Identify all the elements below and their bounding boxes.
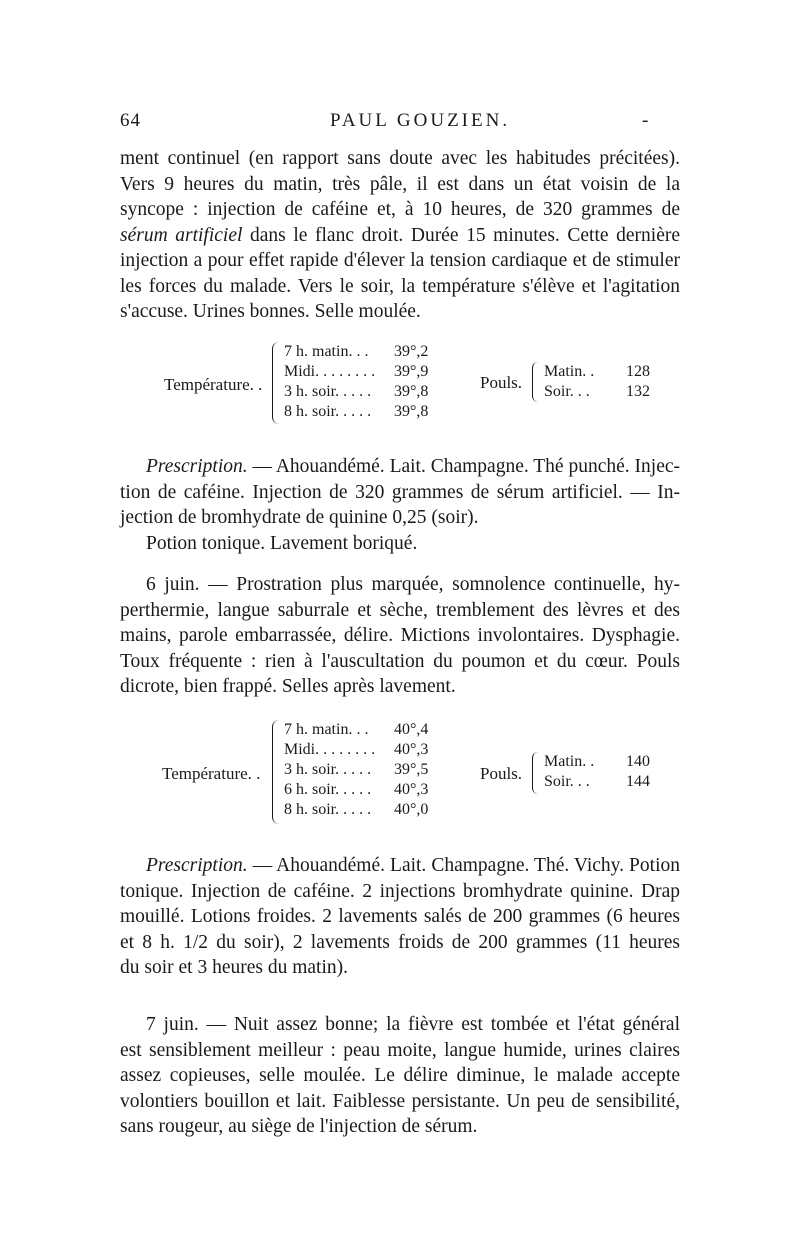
text-line: sans rougeur, au siège de l'injection de sérum. [120, 1116, 478, 1137]
italic-term: sérum artificiel [120, 224, 243, 246]
text-line: Toux fréquente : rien à l'auscultation du poumon et du cœur. Pouls [120, 650, 680, 672]
temperature-rows [284, 342, 428, 422]
temperature-row: 8 h. soir. . . . . 40°,0 [284, 801, 429, 818]
temperature-row: Midi. . . . . . . . 39°,9 [284, 363, 429, 380]
prescription-label: Prescription. [146, 855, 248, 876]
prescription-paragraph-1 [120, 454, 680, 556]
pouls-row: Soir. . . 132 [544, 383, 650, 400]
text-line: 7 juin. — Nuit assez bonne; la fièvre est tombée et l'état général [146, 1014, 680, 1035]
temperature-label: Température. . [162, 764, 261, 783]
text-line: est sensiblement meilleur : peau moite, langue humide, urines claires [120, 1039, 680, 1061]
text-line: tonique. Injection de caféine. 2 injections bromhydrate quinine. Drap [120, 880, 680, 902]
temperature-row: 7 h. matin. . . 40°,4 [284, 721, 429, 738]
text-line: assez copieuses, selle moulée. Le délire diminue, le malade accepte [120, 1065, 680, 1086]
page-header [120, 110, 680, 138]
text-line: 6 juin. — Prostration plus marquée, somnolence continuelle, hy- [146, 574, 680, 595]
pouls-rows [544, 752, 650, 792]
text-line: syncope : injection de caféine et, à 10 heures, de 320 grammes de [120, 199, 680, 220]
temperature-row: 8 h. soir. . . . . 39°,8 [284, 403, 429, 420]
text-line [120, 223, 680, 249]
brace [532, 752, 539, 794]
text-line: volontiers bouillon et lait. Faiblesse persistante. Un peu de sensibilité, [120, 1090, 680, 1112]
pouls-rows [544, 362, 650, 402]
text-line: injection a pour effet rapide d'élever la tension cardiaque et de stimuler [120, 250, 680, 271]
text-line: tion de caféine. Injection de 320 grammes de sérum artificiel. — In- [120, 481, 680, 503]
prescription-paragraph-2 [120, 853, 680, 981]
pouls-label: Pouls. [480, 764, 523, 783]
pouls-row: Matin. . 128 [544, 363, 650, 380]
temperature-table-1 [120, 340, 680, 430]
temperature-row: 7 h. matin. . . 39°,2 [284, 343, 429, 360]
temperature-row: 6 h. soir. . . . . 40°,3 [284, 781, 429, 798]
text-line: jection de bromhydrate de quinine 0,25 (soir). [120, 507, 479, 528]
text-line: Prescription. — Ahouandémé. Lait. Champagne. Thé. Vichy. Potion [146, 855, 680, 876]
text-line: Vers 9 heures du matin, très pâle, il est dans un état voisin de la [120, 173, 680, 195]
running-title: PAUL GOUZIEN. [330, 110, 511, 131]
page-number: 64 [120, 110, 141, 131]
text-line: Prescription. — Ahouandémé. Lait. Champagne. Thé punché. Injec- [146, 456, 680, 477]
brace [272, 342, 280, 424]
brace [272, 720, 280, 824]
text-line: et 8 h. 1/2 du soir), 2 lavements froids de 200 grammes (11 heures [120, 931, 680, 953]
text-line: s'accuse. Urines bonnes. Selle moulée. [120, 301, 421, 322]
temperature-rows [284, 720, 428, 820]
text-line: dicrote, bien frappé. Selles après lavement. [120, 676, 456, 697]
temperature-label: Température. . [164, 375, 263, 394]
temperature-table-2 [120, 718, 680, 830]
pouls-row: Matin. . 140 [544, 753, 650, 770]
text-line: mains, parole embarrassée, délire. Mictions involontaires. Dysphagie. [120, 625, 680, 646]
paragraph-continuation [120, 146, 680, 325]
pouls-label: Pouls. [480, 373, 523, 392]
text-line: les forces du malade. Vers le soir, la température s'élève et l'agitation [120, 275, 680, 297]
header-mark: - [642, 110, 650, 131]
prescription-label: Prescription. [146, 456, 248, 477]
paragraph-6-juin [120, 572, 680, 700]
text-line: mouillé. Lotions froides. 2 lavements salés de 200 grammes (6 heures [120, 906, 680, 927]
paragraph-7-juin [120, 1012, 680, 1140]
text-fragment: dans le flanc droit. Durée 15 minutes. Cette dernière [242, 224, 680, 246]
temperature-row: 3 h. soir. . . . . 39°,8 [284, 383, 429, 400]
text-line: ment continuel (en rapport sans doute avec les habitudes précitées). [120, 148, 680, 169]
temperature-row: 3 h. soir. . . . . 39°,5 [284, 761, 429, 778]
temperature-row: Midi. . . . . . . . 40°,3 [284, 741, 429, 758]
text-line: perthermie, langue saburrale et sèche, tremblement des lèvres et des [120, 599, 680, 621]
text-line: Potion tonique. Lavement boriqué. [146, 532, 418, 554]
brace [532, 362, 539, 402]
pouls-row: Soir. . . 144 [544, 773, 650, 790]
text-line: du soir et 3 heures du matin). [120, 957, 348, 978]
